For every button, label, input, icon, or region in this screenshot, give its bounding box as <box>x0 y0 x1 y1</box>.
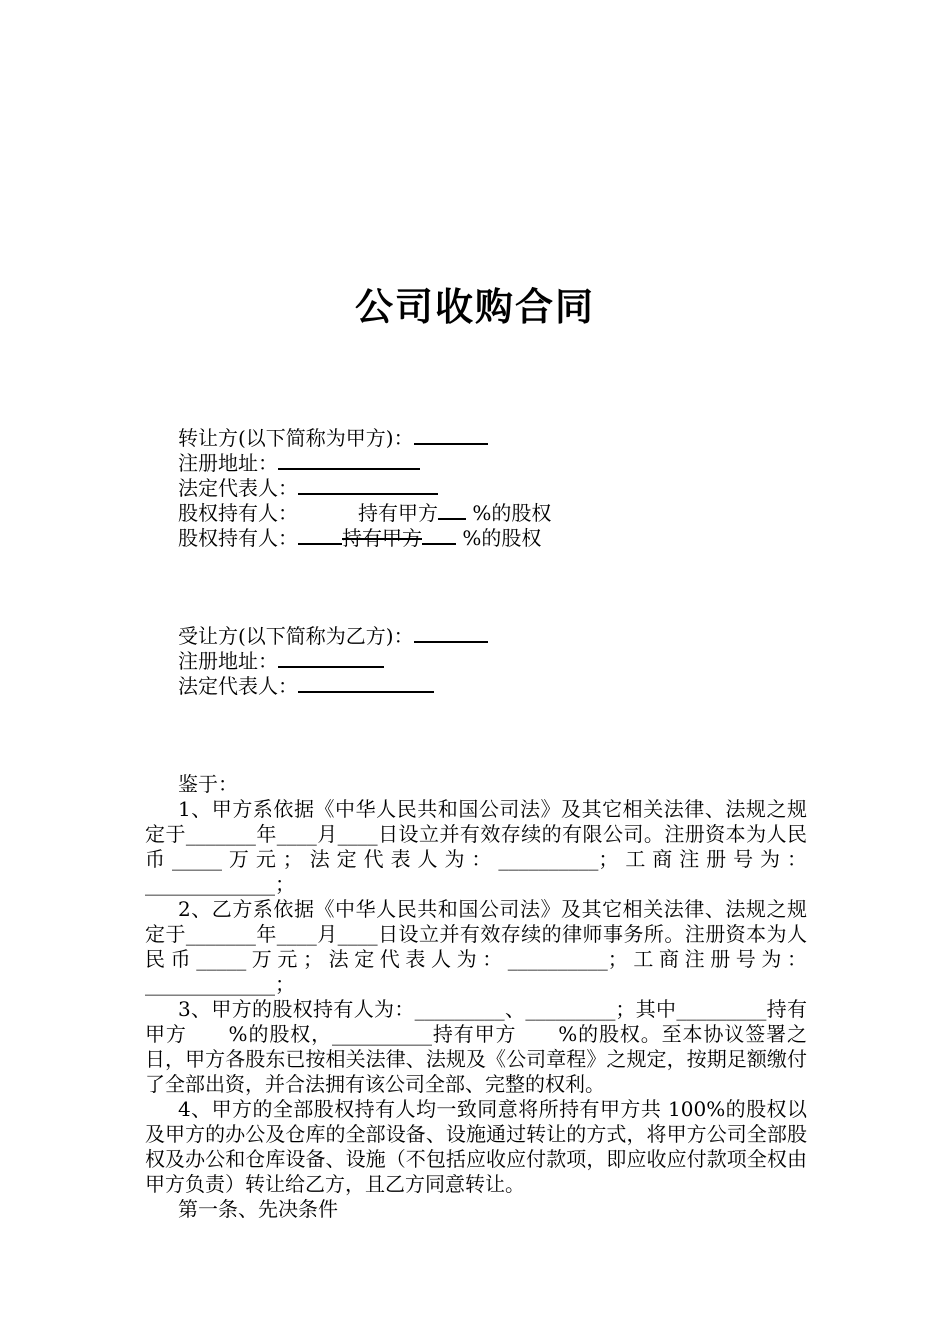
transferor-rep-line <box>178 474 551 499</box>
recitals-section <box>145 772 807 1222</box>
transferee-party-line <box>178 622 488 647</box>
transferor-rep-label: 法定代表人： <box>178 476 298 500</box>
shareholder-line-1 <box>178 499 551 524</box>
shareholder-mid-2: 持有甲方 <box>342 526 422 550</box>
transferee-rep-line <box>178 672 488 697</box>
shareholder-tail-1: %的股权 <box>472 501 552 525</box>
recital-paragraph-2: 2、乙方系依据《中华人民共和国公司法》及其它相关法律、法规之规定于_______年____月____日设立并有效存续的律师事务所。注册资本为人民币_____万元；法定代表人为：__________；工商注册号为：_____________； <box>145 897 807 996</box>
transferee-name-blank <box>414 622 488 643</box>
shareholder-tail-2: %的股权 <box>462 526 542 550</box>
recital-paragraph-1: 1、甲方系依据《中华人民共和国公司法》及其它相关法律、法规之规定于_______年____月____日设立并有效存续的有限公司。注册资本为人民币_____万元；法定代表人为：__________；工商注册号为：_____________； <box>145 797 807 896</box>
recital-paragraph-4: 4、甲方的全部股权持有人均一致同意将所持有甲方共 100%的股权以及甲方的办公及仓库的全部设备、设施通过转让的方式，将甲方公司全部股权及办公和仓库设备、设施（不包括应收应付款项，即应收应付款项全权由甲方负责）转让给乙方，且乙方同意转让。 <box>145 1097 807 1196</box>
transferee-address-blank <box>278 647 384 668</box>
transferor-address-line <box>178 449 551 474</box>
transferee-block <box>178 622 488 697</box>
transferor-address-label: 注册地址： <box>178 451 278 475</box>
transferor-rep-blank <box>298 474 438 495</box>
shareholder-percent-blank-2 <box>422 524 456 545</box>
shareholder-label-2: 股权持有人： <box>178 526 298 550</box>
document-title: 公司收购合同 <box>354 285 595 329</box>
recitals-heading: 鉴于： <box>178 772 238 796</box>
transferor-block <box>178 424 551 549</box>
transferor-name-blank <box>414 424 488 445</box>
transferor-party-label: 转让方(以下简称为甲方)： <box>178 426 414 450</box>
shareholder-line-2 <box>178 524 551 549</box>
shareholder-label-1: 股权持有人： <box>178 501 298 525</box>
article-1-heading: 第一条、先决条件 <box>178 1197 338 1221</box>
transferor-party-line <box>178 424 551 449</box>
transferee-address-line <box>178 647 488 672</box>
transferee-party-label: 受让方(以下简称为乙方)： <box>178 624 414 648</box>
transferee-rep-label: 法定代表人： <box>178 674 298 698</box>
shareholder-mid-1: 持有甲方 <box>358 501 438 525</box>
shareholder-percent-blank-1 <box>438 499 466 520</box>
transferee-address-label: 注册地址： <box>178 649 278 673</box>
recital-paragraph-3: 3、甲方的股权持有人为：_________、_________；其中_________持有甲方 %的股权，__________持有甲方 %的股权。至本协议签署之日，甲方各股东已按相关法律、法规及《公司章程》之规定，按期足额缴付了全部出资，并合法拥有该公司全部、完整的权利。 <box>145 997 807 1096</box>
shareholder-name-blank-2 <box>298 524 342 545</box>
transferor-address-blank <box>278 449 420 470</box>
transferee-rep-blank <box>298 672 434 693</box>
